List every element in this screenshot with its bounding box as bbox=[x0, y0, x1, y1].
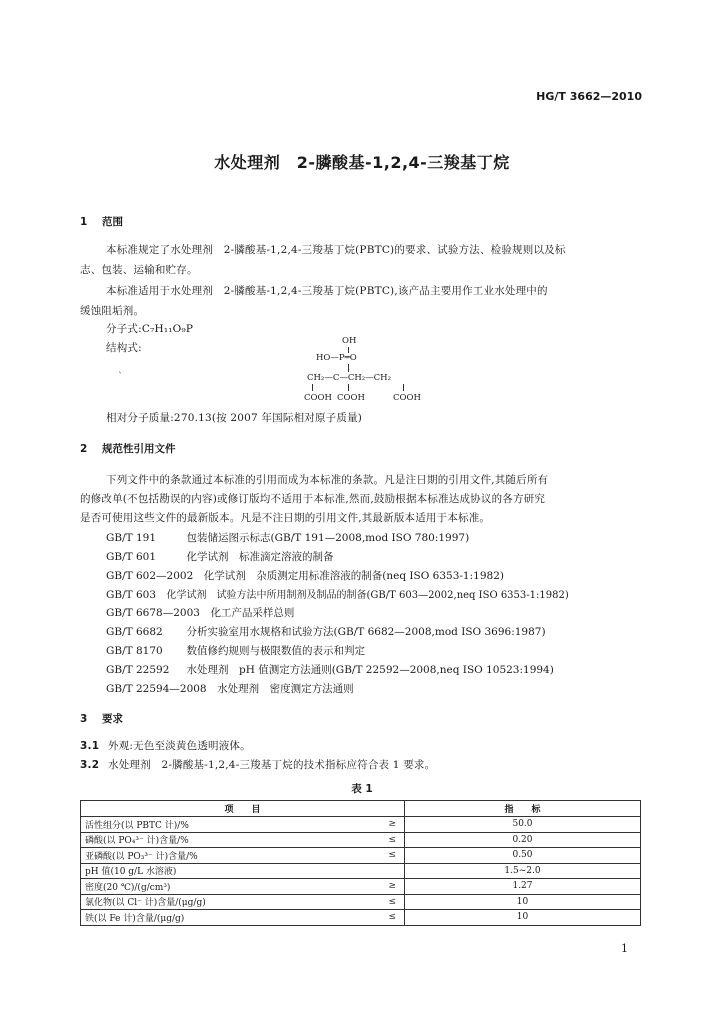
row-item: pH 值(10 g/L 水溶液) bbox=[81, 863, 381, 879]
row-item: 氯化物(以 Cl⁻ 计)含量/(μg/g) bbox=[81, 894, 381, 910]
reference-item bbox=[106, 568, 504, 583]
reference-text: 水处理剂 pH 值测定方法通则(GB/T 22592—2008,neq ISO 10523:1994) bbox=[186, 664, 554, 676]
header-item: 项 目 bbox=[81, 801, 405, 817]
reference-text: 数值修约规则与极限数值的表示和判定 bbox=[186, 645, 365, 657]
table-row bbox=[81, 848, 641, 864]
item-number: 3.1 bbox=[80, 740, 100, 752]
page-number: 1 bbox=[621, 942, 628, 955]
row-item: 密度(20 ℃)/(g/cm³) bbox=[81, 879, 381, 895]
section-title: 规范性引用文件 bbox=[102, 443, 176, 455]
row-value: 10 bbox=[405, 910, 641, 926]
reference-code: GB/T 191 bbox=[106, 532, 157, 544]
reference-code: GB/T 6678—2003 bbox=[106, 607, 200, 619]
requirement-item bbox=[80, 738, 251, 753]
table-row bbox=[81, 894, 641, 910]
table-row bbox=[81, 817, 641, 833]
structural-formula bbox=[300, 336, 440, 408]
row-operator: ≥ bbox=[381, 879, 405, 895]
table-caption: 表 1 bbox=[351, 783, 373, 795]
reference-code: GB/T 22592 bbox=[106, 664, 170, 676]
section-3-heading bbox=[80, 711, 123, 726]
paragraph-line: 本标准规定了水处理剂 2-膦酸基-1,2,4-三羧基丁烷(PBTC)的要求、试验方法、检验规则以及标 bbox=[106, 244, 566, 256]
row-value: 0.20 bbox=[405, 832, 641, 848]
molecular-mass: 相对分子质量:270.13(按 2007 年国际相对原子质量) bbox=[106, 412, 363, 424]
stray-mark: ˋ bbox=[118, 372, 123, 383]
reference-code: GB/T 603 bbox=[106, 589, 157, 601]
reference-code: GB/T 602—2002 bbox=[106, 570, 194, 582]
row-operator: ≤ bbox=[381, 832, 405, 848]
reference-item bbox=[106, 624, 546, 639]
spec-table bbox=[80, 800, 641, 926]
paragraph-line: 是否可使用这些文件的最新版本。凡是不注日期的引用文件,其最新版本适用于本标准。 bbox=[80, 512, 491, 524]
row-value: 1.27 bbox=[405, 879, 641, 895]
structure-label: 结构式: bbox=[106, 342, 142, 354]
section-title: 要求 bbox=[102, 713, 123, 725]
row-item: 磷酸(以 PO₄³⁻ 计)含量/% bbox=[81, 832, 381, 848]
section-number: 2 bbox=[80, 443, 88, 455]
row-operator bbox=[381, 863, 405, 879]
header-value: 指 标 bbox=[405, 801, 641, 817]
reference-text: 包装储运图示标志(GB/T 191—2008,mod ISO 780:1997) bbox=[186, 532, 470, 544]
reference-item bbox=[106, 681, 354, 696]
table-row bbox=[81, 863, 641, 879]
reference-text: 化学试剂 标准滴定溶液的制备 bbox=[186, 551, 334, 563]
table-row bbox=[81, 832, 641, 848]
requirement-item bbox=[80, 757, 435, 772]
row-item: 活性组分(以 PBTC 计)/% bbox=[81, 817, 381, 833]
reference-item bbox=[106, 605, 294, 620]
molecular-formula: 分子式:C₇H₁₁O₉P bbox=[106, 323, 194, 335]
struct-phosphorus-row: HO—P═O bbox=[316, 353, 357, 363]
reference-text: 化学试剂 杂质测定用标准溶液的制备(neq ISO 6353-1:1982) bbox=[203, 570, 504, 582]
reference-text: 分析实验室用水规格和试验方法(GB/T 6682—2008,mod ISO 3696:1987) bbox=[186, 626, 546, 638]
reference-text: 水处理剂 密度测定方法通则 bbox=[217, 683, 354, 695]
section-title: 范围 bbox=[102, 216, 123, 228]
reference-code: GB/T 6682 bbox=[106, 626, 163, 638]
reference-item bbox=[106, 530, 469, 545]
paragraph-line: 本标准适用于水处理剂 2-膦酸基-1,2,4-三羧基丁烷(PBTC),该产品主要用作工业水处理中的 bbox=[106, 285, 548, 297]
standard-code: HG/T 3662—2010 bbox=[536, 90, 642, 103]
struct-cooh: COOH bbox=[337, 393, 365, 403]
struct-carbon-chain: CH₂—C—CH₂—CH₂ bbox=[307, 373, 391, 383]
table-header-row bbox=[81, 801, 641, 817]
reference-text: 化学试剂 试验方法中所用制剂及制品的制备(GB/T 603—2002,neq ISO 6353-1:1982) bbox=[166, 590, 569, 601]
row-value: 0.50 bbox=[405, 848, 641, 864]
reference-item bbox=[106, 549, 334, 564]
section-1-heading bbox=[80, 214, 123, 229]
reference-item bbox=[106, 662, 554, 677]
table-row bbox=[81, 879, 641, 895]
table-row bbox=[81, 910, 641, 926]
item-text: 水处理剂 2-膦酸基-1,2,4-三羧基丁烷的技术指标应符合表 1 要求。 bbox=[108, 759, 436, 771]
paragraph-line: 志、包装、运输和贮存。 bbox=[80, 264, 198, 276]
section-2-heading bbox=[80, 441, 176, 456]
section-number: 1 bbox=[80, 216, 88, 228]
paragraph-line: 的修改单(不包括勘误的内容)或修订版均不适用于本标准,然而,鼓励根据本标准达成协议的各方研究 bbox=[80, 493, 546, 505]
struct-cooh: COOH bbox=[393, 393, 421, 403]
reference-code: GB/T 8170 bbox=[106, 645, 163, 657]
section-number: 3 bbox=[80, 713, 88, 725]
paragraph-line: 缓蚀阻垢剂。 bbox=[80, 305, 145, 317]
row-value: 1.5~2.0 bbox=[405, 863, 641, 879]
reference-code: GB/T 601 bbox=[106, 551, 157, 563]
reference-item bbox=[106, 643, 365, 658]
item-text: 外观:无色至淡黄色透明液体。 bbox=[108, 740, 251, 752]
paragraph-line: 下列文件中的条款通过本标准的引用而成为本标准的条款。凡是注日期的引用文件,其随后所有 bbox=[106, 474, 549, 486]
reference-item bbox=[106, 586, 569, 602]
row-operator: ≤ bbox=[381, 848, 405, 864]
reference-code: GB/T 22594—2008 bbox=[106, 683, 207, 695]
row-operator: ≤ bbox=[381, 910, 405, 926]
row-operator: ≤ bbox=[381, 894, 405, 910]
struct-cooh: COOH bbox=[304, 393, 332, 403]
item-number: 3.2 bbox=[80, 759, 100, 771]
row-value: 50.0 bbox=[405, 817, 641, 833]
reference-text: 化工产品采样总则 bbox=[210, 607, 295, 619]
document-title: 水处理剂 2-膦酸基-1,2,4-三羧基丁烷 bbox=[214, 153, 510, 172]
row-item: 铁(以 Fe 计)含量/(μg/g) bbox=[81, 910, 381, 926]
row-operator: ≥ bbox=[381, 817, 405, 833]
struct-oh: OH bbox=[342, 336, 357, 346]
row-item: 亚磷酸(以 PO₃³⁻ 计)含量/% bbox=[81, 848, 381, 864]
row-value: 10 bbox=[405, 894, 641, 910]
